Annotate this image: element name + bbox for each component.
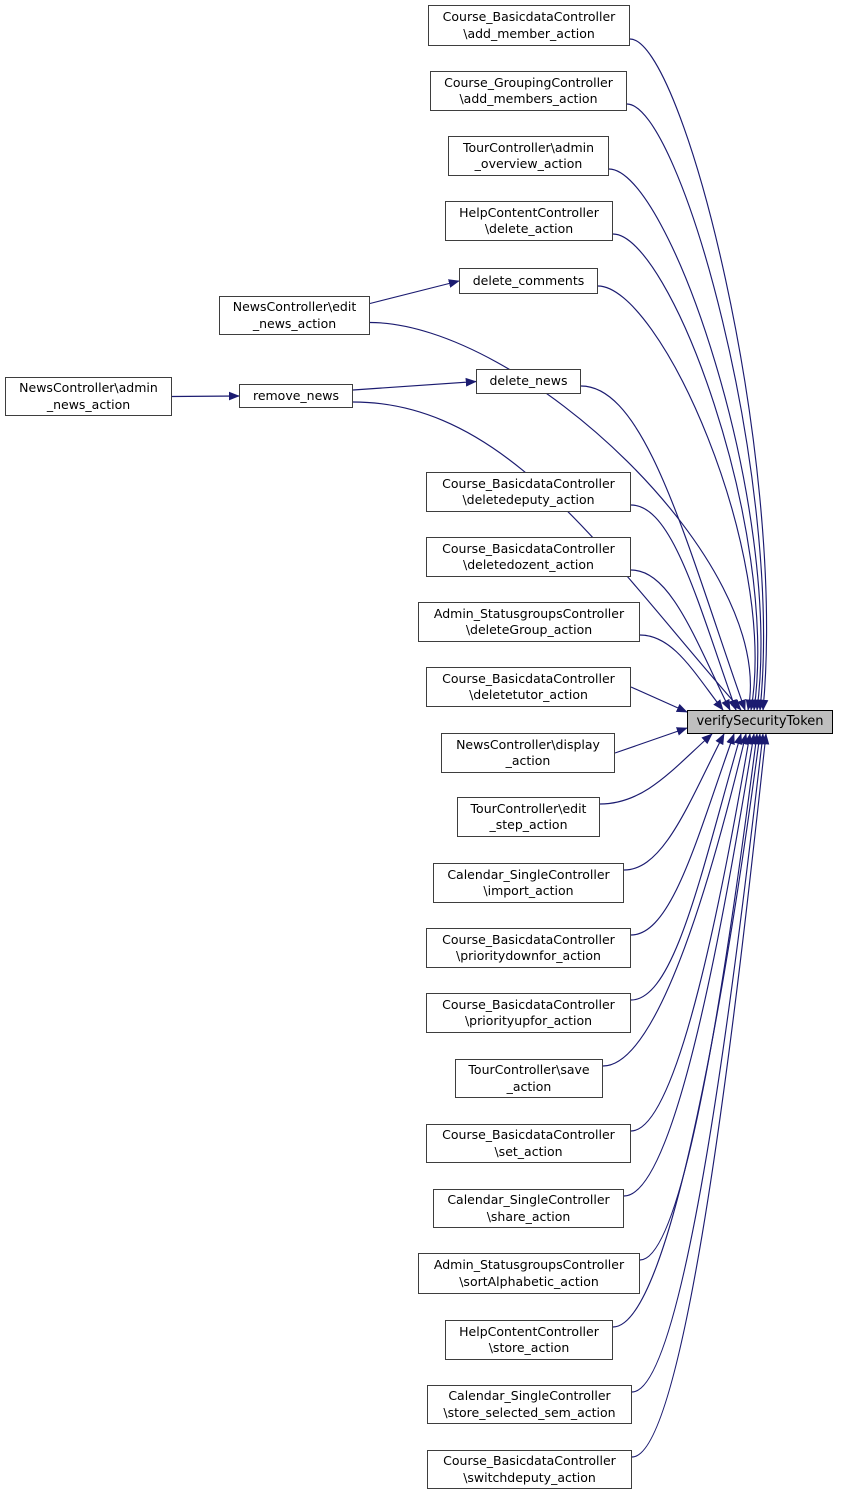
caller-node-admin_overview[interactable] [448, 136, 609, 176]
caller-node-edit_news[interactable] [219, 296, 370, 335]
node-label-line: _news_action [252, 315, 337, 331]
call-edge-add_member-to-verify [630, 39, 767, 710]
call-edge-edit_news-to-delete_comments [370, 281, 459, 304]
call-edge-deletedeputy-to-verify [631, 505, 736, 710]
node-label-line: Course_BasicdataController [442, 1127, 615, 1143]
node-label-line: TourController\edit [470, 800, 587, 816]
node-label-line: Admin_StatusgroupsController [433, 1257, 625, 1273]
node-label-line: \prioritydownfor_action [456, 948, 601, 963]
call-edge-remove_news-to-delete_news [353, 382, 476, 391]
caller-node-set[interactable] [426, 1124, 631, 1163]
node-label-line: Course_BasicdataController [442, 996, 615, 1012]
caller-node-remove_news[interactable] [239, 384, 353, 408]
node-label-line: HelpContentController [459, 1323, 599, 1339]
node-label-line: remove_news [252, 387, 340, 403]
node-label-line: Course_BasicdataController [442, 9, 616, 25]
caller-node-edit_step[interactable] [457, 797, 600, 837]
caller-node-add_member[interactable] [428, 5, 630, 46]
node-label-line: \store_selected_sem_action [443, 1404, 616, 1420]
node-label-line: \add_members_action [459, 91, 598, 106]
call-edge-admin_news-to-remove_news [172, 396, 239, 397]
node-label-line: HelpContentController [459, 204, 599, 220]
call-edge-prioritydownfor-to-verify [631, 734, 734, 935]
node-label-line: Calendar_SingleController [448, 1388, 611, 1404]
node-label-line: TourController\save [468, 1062, 590, 1078]
node-label-line: \delete_action [484, 221, 574, 236]
caller-node-deletetutor[interactable] [426, 667, 631, 707]
node-label-line: \store_action [488, 1340, 570, 1355]
node-label-line: \priorityupfor_action [464, 1013, 593, 1028]
caller-node-switchdeputy[interactable] [427, 1450, 632, 1489]
node-label-line: verifySecurityToken [696, 713, 824, 729]
node-label-line: Course_BasicdataController [442, 475, 615, 491]
node-label-line: \deletedeputy_action [462, 492, 595, 507]
node-label-line: TourController\admin [462, 139, 595, 155]
node-label-line: Admin_StatusgroupsController [433, 605, 625, 621]
caller-node-priorityupfor[interactable] [426, 993, 631, 1033]
call-edge-deleteGroup-to-verify [640, 635, 723, 710]
node-label-line: NewsController\edit [232, 299, 357, 315]
node-label-line: Calendar_SingleController [447, 1192, 610, 1208]
caller-node-import[interactable] [433, 863, 624, 903]
node-label-line: \deletedozent_action [463, 557, 594, 572]
caller-node-deletedeputy[interactable] [426, 472, 631, 512]
caller-node-deleteGroup[interactable] [418, 602, 640, 642]
caller-node-deletedozent[interactable] [426, 537, 631, 577]
node-label-line: \deletetutor_action [469, 687, 588, 702]
caller-node-display[interactable] [441, 733, 615, 773]
caller-node-help_delete[interactable] [445, 201, 613, 241]
node-label-line: _news_action [46, 396, 131, 412]
call-edge-sortAlphabetic-to-verify [640, 734, 757, 1260]
call-edge-display-to-verify [615, 728, 687, 753]
call-edge-switchdeputy-to-verify [632, 734, 766, 1457]
node-label-line: \add_member_action [463, 25, 595, 41]
node-label-line: Course_BasicdataController [443, 1453, 616, 1469]
node-label-line: NewsController\admin [19, 380, 158, 396]
caller-node-store[interactable] [445, 1320, 613, 1360]
node-label-line: \sortAlphabetic_action [459, 1273, 599, 1289]
node-label-line: Course_BasicdataController [442, 670, 615, 686]
node-label-line: _overview_action [474, 156, 583, 171]
current-function-node [687, 710, 833, 734]
node-label-line: Course_GroupingController [444, 74, 613, 90]
node-label-line: \deleteGroup_action [465, 622, 593, 637]
caller-node-sortAlphabetic[interactable] [418, 1253, 640, 1294]
node-label-line: \switchdeputy_action [463, 1469, 596, 1485]
node-label-line: \set_action [494, 1143, 563, 1159]
node-label-line: _step_action [489, 817, 568, 832]
call-edge-deletetutor-to-verify [631, 687, 687, 712]
caller-node-share[interactable] [433, 1189, 624, 1228]
caller-node-add_members[interactable] [430, 71, 627, 111]
node-label-line: \import_action [483, 883, 574, 898]
caller-node-prioritydownfor[interactable] [426, 928, 631, 968]
node-label-line: Calendar_SingleController [447, 866, 610, 882]
node-label-line: delete_comments [472, 272, 585, 288]
caller-node-delete_comments[interactable] [459, 268, 598, 294]
node-label-line: _action [506, 1078, 552, 1094]
caller-node-save[interactable] [455, 1059, 603, 1098]
node-label-line: _action [505, 753, 551, 768]
call-edge-store-to-verify [613, 734, 760, 1327]
caller-node-store_selected[interactable] [427, 1385, 632, 1424]
caller-node-admin_news[interactable] [5, 377, 172, 416]
node-label-line: Course_BasicdataController [442, 540, 615, 556]
node-label-line: \share_action [486, 1208, 571, 1224]
call-edge-edit_step-to-verify [600, 734, 712, 804]
node-label-line: Course_BasicdataController [442, 931, 615, 947]
caller-node-delete_news[interactable] [476, 369, 581, 394]
node-label-line: delete_news [489, 373, 568, 389]
node-label-line: NewsController\display [456, 736, 600, 752]
